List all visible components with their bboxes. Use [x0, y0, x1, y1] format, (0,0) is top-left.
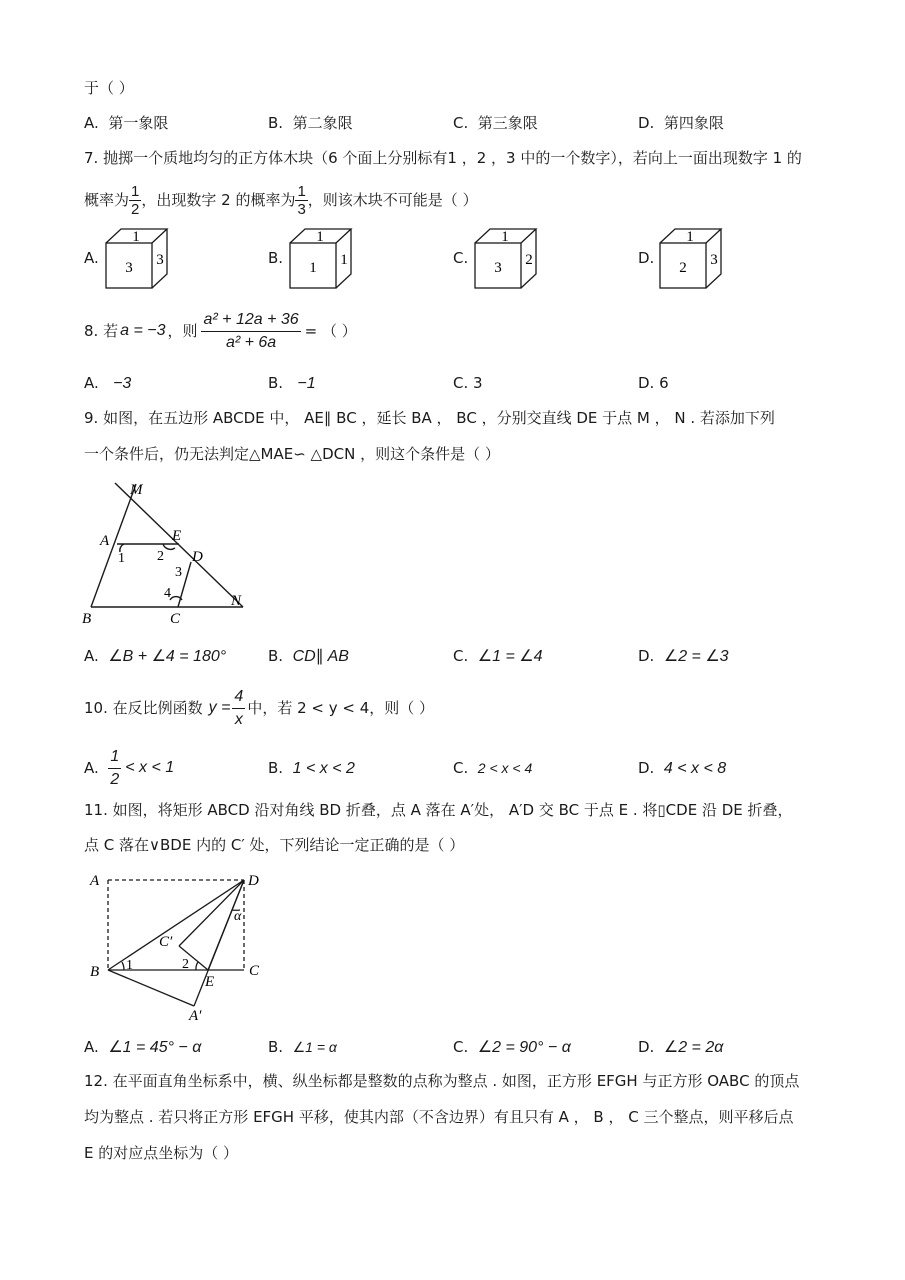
q6-option-b[interactable]: B. 第二象限 — [268, 114, 353, 132]
q7-prob-2 — [295, 183, 307, 218]
cube-side-face-number: 2 — [525, 252, 533, 268]
q9-label-b: B — [82, 611, 92, 627]
q10-option-c[interactable]: C. 2 < x < 4 — [453, 759, 533, 777]
q8-option-d-text: 6 — [659, 374, 669, 392]
q9-label-c: C — [170, 611, 181, 627]
q6-option-d-text: 第四象限 — [663, 114, 724, 132]
cube-side-face-number: 3 — [710, 252, 718, 268]
q11-angle-1: 1 — [126, 958, 133, 973]
q10-option-a-den: 2 — [110, 770, 120, 788]
q9-option-a[interactable]: A. ∠B + ∠4 = 180° — [84, 647, 227, 665]
q10-option-a-tail: < x < 1 — [125, 759, 175, 776]
cube-top-face-number: 1 — [132, 229, 140, 245]
q9-option-d[interactable]: D. ∠2 = ∠3 — [638, 647, 729, 665]
q8-tail: = （ ） — [304, 322, 357, 340]
q11-label-b: B — [90, 964, 100, 980]
q11-option-d[interactable]: D. ∠2 = 2α — [638, 1038, 724, 1056]
q7-text-a: 概率为 — [84, 191, 130, 209]
q6-option-c-text: 第三象限 — [477, 114, 538, 132]
q12-stem-line2: 均为整点 . 若只将正方形 EFGH 平移，使其内部（不含边界）有且只有 A ， B ， C 三个整点，则平移后点 — [84, 1108, 794, 1126]
q8-option-c-text: 3 — [473, 374, 483, 392]
q8-stem — [84, 306, 357, 356]
q11-option-a-text: ∠1 = 45° − α — [108, 1039, 202, 1056]
q8-mid: ，则 — [167, 322, 198, 340]
q10-stem — [84, 684, 434, 732]
q11-option-c[interactable]: C. ∠2 = 90° − α — [453, 1038, 571, 1056]
q9-stem-line1: 9. 如图，在五边形 ABCDE 中， AE∥ BC ，延长 BA ， BC ，分别交直线 DE 于点 M ， N . 若添加下列 — [84, 409, 775, 427]
q7-option-letter: C. — [453, 249, 469, 267]
q7-text-b: ，出现数字 2 的概率为 — [141, 191, 296, 209]
q10-option-d[interactable]: D. 4 < x < 8 — [638, 759, 727, 777]
q10-option-b-text: 1 < x < 2 — [292, 760, 355, 777]
q11-label-c-prime: C′ — [159, 934, 173, 950]
q12-stem-line3: E 的对应点坐标为（ ） — [84, 1144, 239, 1162]
q9-option-b-text: CD∥ AB — [292, 648, 349, 665]
q11-label-e: E — [205, 974, 215, 990]
cube-top-face-number: 1 — [686, 229, 694, 245]
q10-function: y = — [208, 699, 231, 716]
q8-condition: a = −3 — [120, 322, 166, 339]
q10-denominator: x — [234, 710, 243, 728]
q7-option-letter: D. — [638, 249, 655, 267]
q7-option-letter: B. — [268, 249, 284, 267]
q9-option-c[interactable]: C. ∠1 = ∠4 — [453, 647, 543, 665]
cube-top-face-number: 1 — [316, 229, 324, 245]
q11-angle-2: 2 — [182, 957, 189, 972]
q11-option-b[interactable]: B. ∠1 = α — [268, 1038, 337, 1056]
cube-front-face-number: 3 — [125, 260, 133, 276]
q8-option-d[interactable]: D. 6 — [638, 374, 669, 392]
q9-label-e: E — [172, 528, 182, 544]
q7-prob-2-num: 1 — [297, 182, 306, 200]
q8-option-b[interactable]: B. −1 — [268, 374, 316, 392]
q11-option-c-text: ∠2 = 90° − α — [477, 1039, 571, 1056]
q8-prefix: 8. 若 — [84, 322, 119, 340]
q9-label-d: D — [192, 549, 203, 565]
q11-label-d: D — [248, 873, 259, 889]
q9-angle-2: 2 — [157, 549, 164, 564]
q11-label-c: C — [249, 963, 260, 979]
q6-option-a[interactable]: A. 第一象限 — [84, 114, 169, 132]
cube-icon — [288, 228, 354, 290]
q9-stem-line2: 一个条件后，仍无法判定△MAE∽ △DCN ，则这个条件是（ ） — [84, 445, 500, 463]
q9-option-a-text: ∠B + ∠4 = 180° — [108, 648, 227, 665]
q11-label-a-prime: A′ — [189, 1008, 202, 1024]
q6-option-a-text: 第一象限 — [108, 114, 169, 132]
q9-angle-4: 4 — [164, 586, 171, 601]
q8-option-b-text: −1 — [297, 375, 316, 392]
cube-front-face-number: 1 — [309, 260, 317, 276]
q11-stem-line2: 点 C 落在∨BDE 内的 C′ 处，下列结论一定正确的是（ ） — [84, 836, 465, 854]
q7-text-c: ，则该木块不可能是（ ） — [307, 191, 478, 209]
q10-tail: 中，若 2 < y < 4，则（ ） — [247, 699, 435, 717]
q8-option-a-text: −3 — [113, 375, 132, 392]
cube-side-face-number: 1 — [340, 252, 348, 268]
q11-option-d-text: ∠2 = 2α — [663, 1039, 724, 1056]
q10-fraction — [232, 686, 245, 731]
q11-stem-line1: 11. 如图，将矩形 ABCD 沿对角线 BD 折叠，点 A 落在 A′处， A′D 交 BC 于点 E . 将▯CDE 沿 DE 折叠， — [84, 801, 793, 819]
q9-option-d-text: ∠2 = ∠3 — [663, 648, 729, 665]
q7-prob-2-den: 3 — [297, 200, 306, 218]
q11-option-b-text: ∠1 = α — [292, 1039, 337, 1055]
q9-option-b[interactable]: B. CD∥ AB — [268, 647, 349, 665]
q11-option-a[interactable]: A. ∠1 = 45° − α — [84, 1038, 202, 1056]
q9-angle-3: 3 — [175, 565, 182, 580]
q9-angle-1: 1 — [118, 551, 125, 566]
q7-option-letter: A. — [84, 249, 99, 267]
cube-icon — [658, 228, 724, 290]
q10-option-a[interactable]: A. $\frac{1}{2}$ < x < 1 — [84, 744, 174, 792]
q11-rectangle-figure — [84, 866, 274, 1026]
q8-numerator: a² + 12a + 36 — [201, 309, 300, 332]
q12-stem-line1: 12. 在平面直角坐标系中，横、纵坐标都是整数的点称为整点 . 如图，正方形 EFGH 与正方形 OABC 的顶点 — [84, 1072, 800, 1090]
q7-prob-1-den: 2 — [131, 200, 140, 218]
q10-option-d-text: 4 < x < 8 — [663, 760, 727, 777]
q9-option-c-text: ∠1 = ∠4 — [477, 648, 543, 665]
q11-angle-alpha: α — [234, 909, 242, 924]
q9-pentagon-figure — [78, 476, 268, 632]
q8-denominator: a² + 6a — [225, 333, 277, 351]
q10-option-c-text: 2 < x < 4 — [477, 760, 533, 776]
q9-label-m: M — [130, 482, 143, 498]
q8-fraction — [201, 309, 300, 354]
q7-stem-line1: 7. 抛掷一个质地均匀的正方体木块（6 个面上分别标有1 ，2 ，3 中的一个数字），若向上一面出现数字 1 的 — [84, 149, 802, 167]
q10-option-b[interactable]: B. 1 < x < 2 — [268, 759, 355, 777]
cube-front-face-number: 3 — [494, 260, 502, 276]
q10-option-a-fraction — [108, 746, 121, 791]
q9-label-n: N — [231, 593, 242, 609]
q9-label-a: A — [100, 533, 110, 549]
q11-label-a: A — [90, 873, 100, 889]
q6-option-b-text: 第二象限 — [292, 114, 353, 132]
q7-prob-1 — [129, 183, 141, 218]
cube-side-face-number: 3 — [156, 252, 164, 268]
cube-icon — [104, 228, 170, 290]
q7-prob-1-num: 1 — [131, 182, 140, 200]
q10-prefix: 10. 在反比例函数 — [84, 699, 203, 717]
q6-tail: 于（ ） — [84, 79, 134, 97]
q6-option-d[interactable]: D. 第四象限 — [638, 114, 724, 132]
cube-top-face-number: 1 — [501, 229, 509, 245]
cube-icon — [473, 228, 539, 290]
q8-option-c[interactable]: C. 3 — [453, 374, 483, 392]
cube-front-face-number: 2 — [679, 260, 687, 276]
q10-numerator: 4 — [232, 686, 245, 709]
q6-option-c[interactable]: C. 第三象限 — [453, 114, 538, 132]
q10-option-a-num: 1 — [108, 746, 121, 769]
q8-option-a[interactable]: A. −3 — [84, 374, 132, 392]
q7-stem-line2 — [84, 178, 478, 222]
